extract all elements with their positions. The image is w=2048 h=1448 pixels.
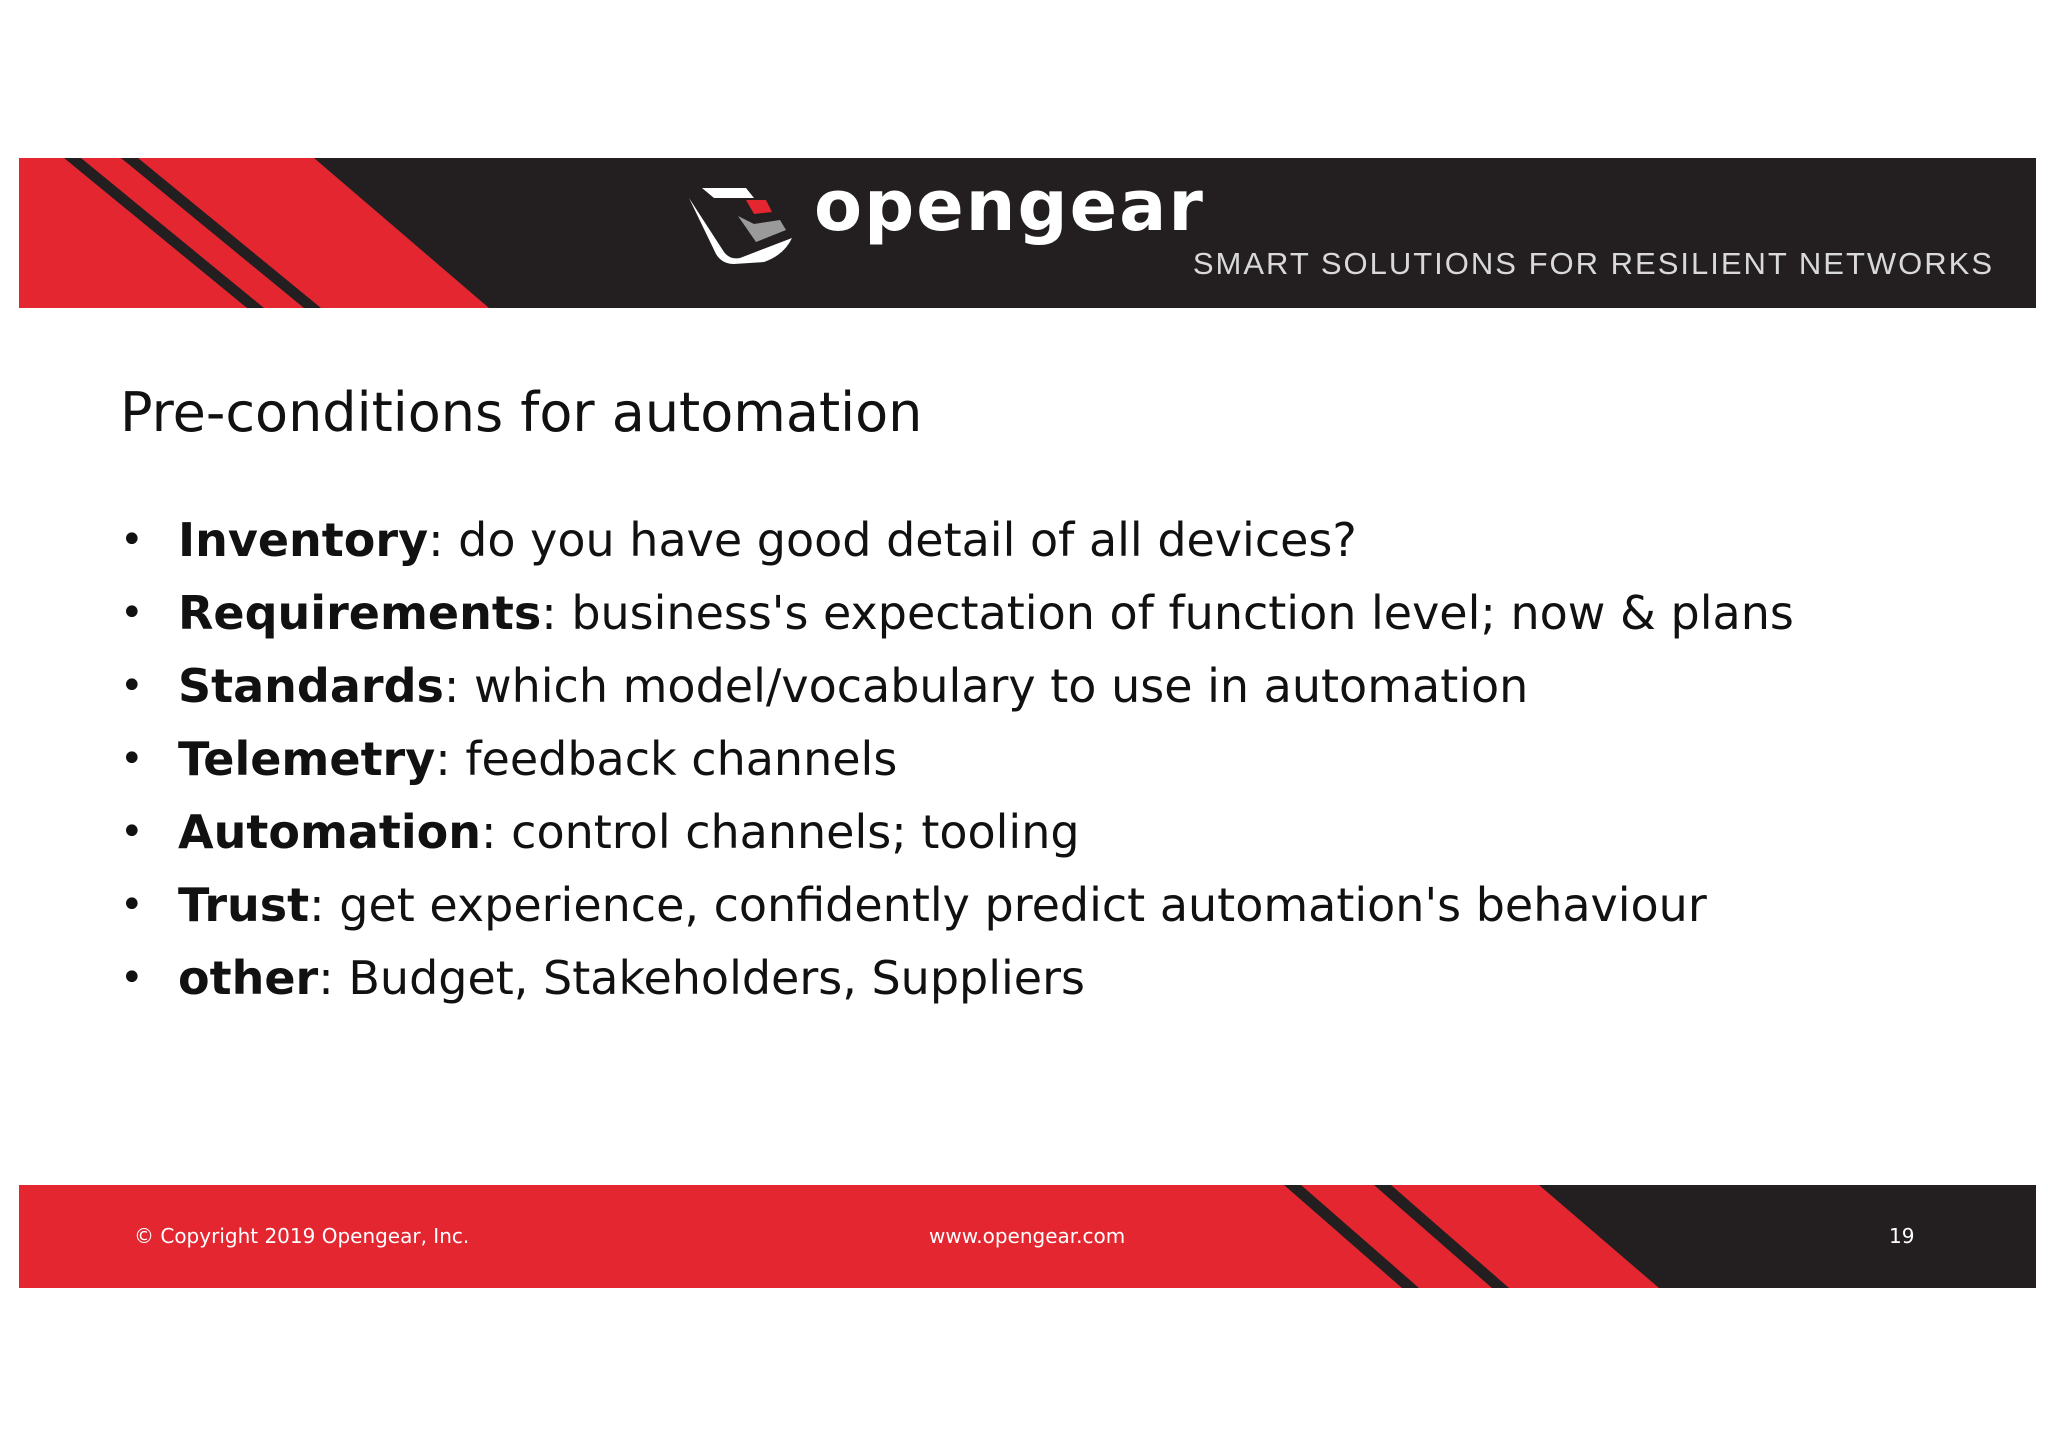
bullet-list (120, 505, 1794, 1016)
page-number: 19 (1889, 1224, 1915, 1248)
list-item (120, 651, 1794, 724)
opengear-logo-icon (684, 180, 799, 265)
bullet-text: : feedback channels (435, 732, 898, 786)
list-item (120, 943, 1794, 1016)
bullet-marker: • (120, 517, 144, 563)
footer-url-link[interactable]: www.opengear.com (929, 1224, 1126, 1248)
bullet-text: : Budget, Stakeholders, Suppliers (318, 951, 1085, 1005)
header-tagline: SMART SOLUTIONS FOR RESILIENT NETWORKS (1192, 246, 1994, 281)
bullet-term: other (178, 951, 319, 1005)
bullet-marker: • (120, 590, 144, 636)
bullet-marker: • (120, 736, 144, 782)
bullet-marker: • (120, 882, 144, 928)
bullet-marker: • (120, 663, 144, 709)
bullet-text: : do you have good detail of all devices? (428, 513, 1357, 567)
list-item (120, 870, 1794, 943)
bullet-term: Trust (178, 878, 310, 932)
bullet-text: : control channels; tooling (481, 805, 1080, 859)
slide-title: Pre-conditions for automation (120, 381, 923, 444)
footer-copyright: © Copyright 2019 Opengear, Inc. (134, 1224, 470, 1248)
footer-banner (19, 1185, 2036, 1288)
list-item (120, 797, 1794, 870)
bullet-text: : business's expectation of function level; now & plans (541, 586, 1794, 640)
bullet-marker: • (120, 809, 144, 855)
bullet-text: : get experience, confidently predict automation's behaviour (309, 878, 1707, 932)
logo-wordmark: opengear (814, 165, 1205, 247)
bullet-term: Automation (178, 805, 482, 859)
list-item (120, 724, 1794, 797)
bullet-marker: • (120, 955, 144, 1001)
bullet-term: Inventory (178, 513, 429, 567)
bullet-term: Telemetry (178, 732, 436, 786)
bullet-term: Requirements (178, 586, 542, 640)
list-item (120, 578, 1794, 651)
list-item (120, 505, 1794, 578)
bullet-term: Standards (178, 659, 444, 713)
bullet-text: : which model/vocabulary to use in automation (443, 659, 1529, 713)
header-banner (19, 158, 2036, 308)
